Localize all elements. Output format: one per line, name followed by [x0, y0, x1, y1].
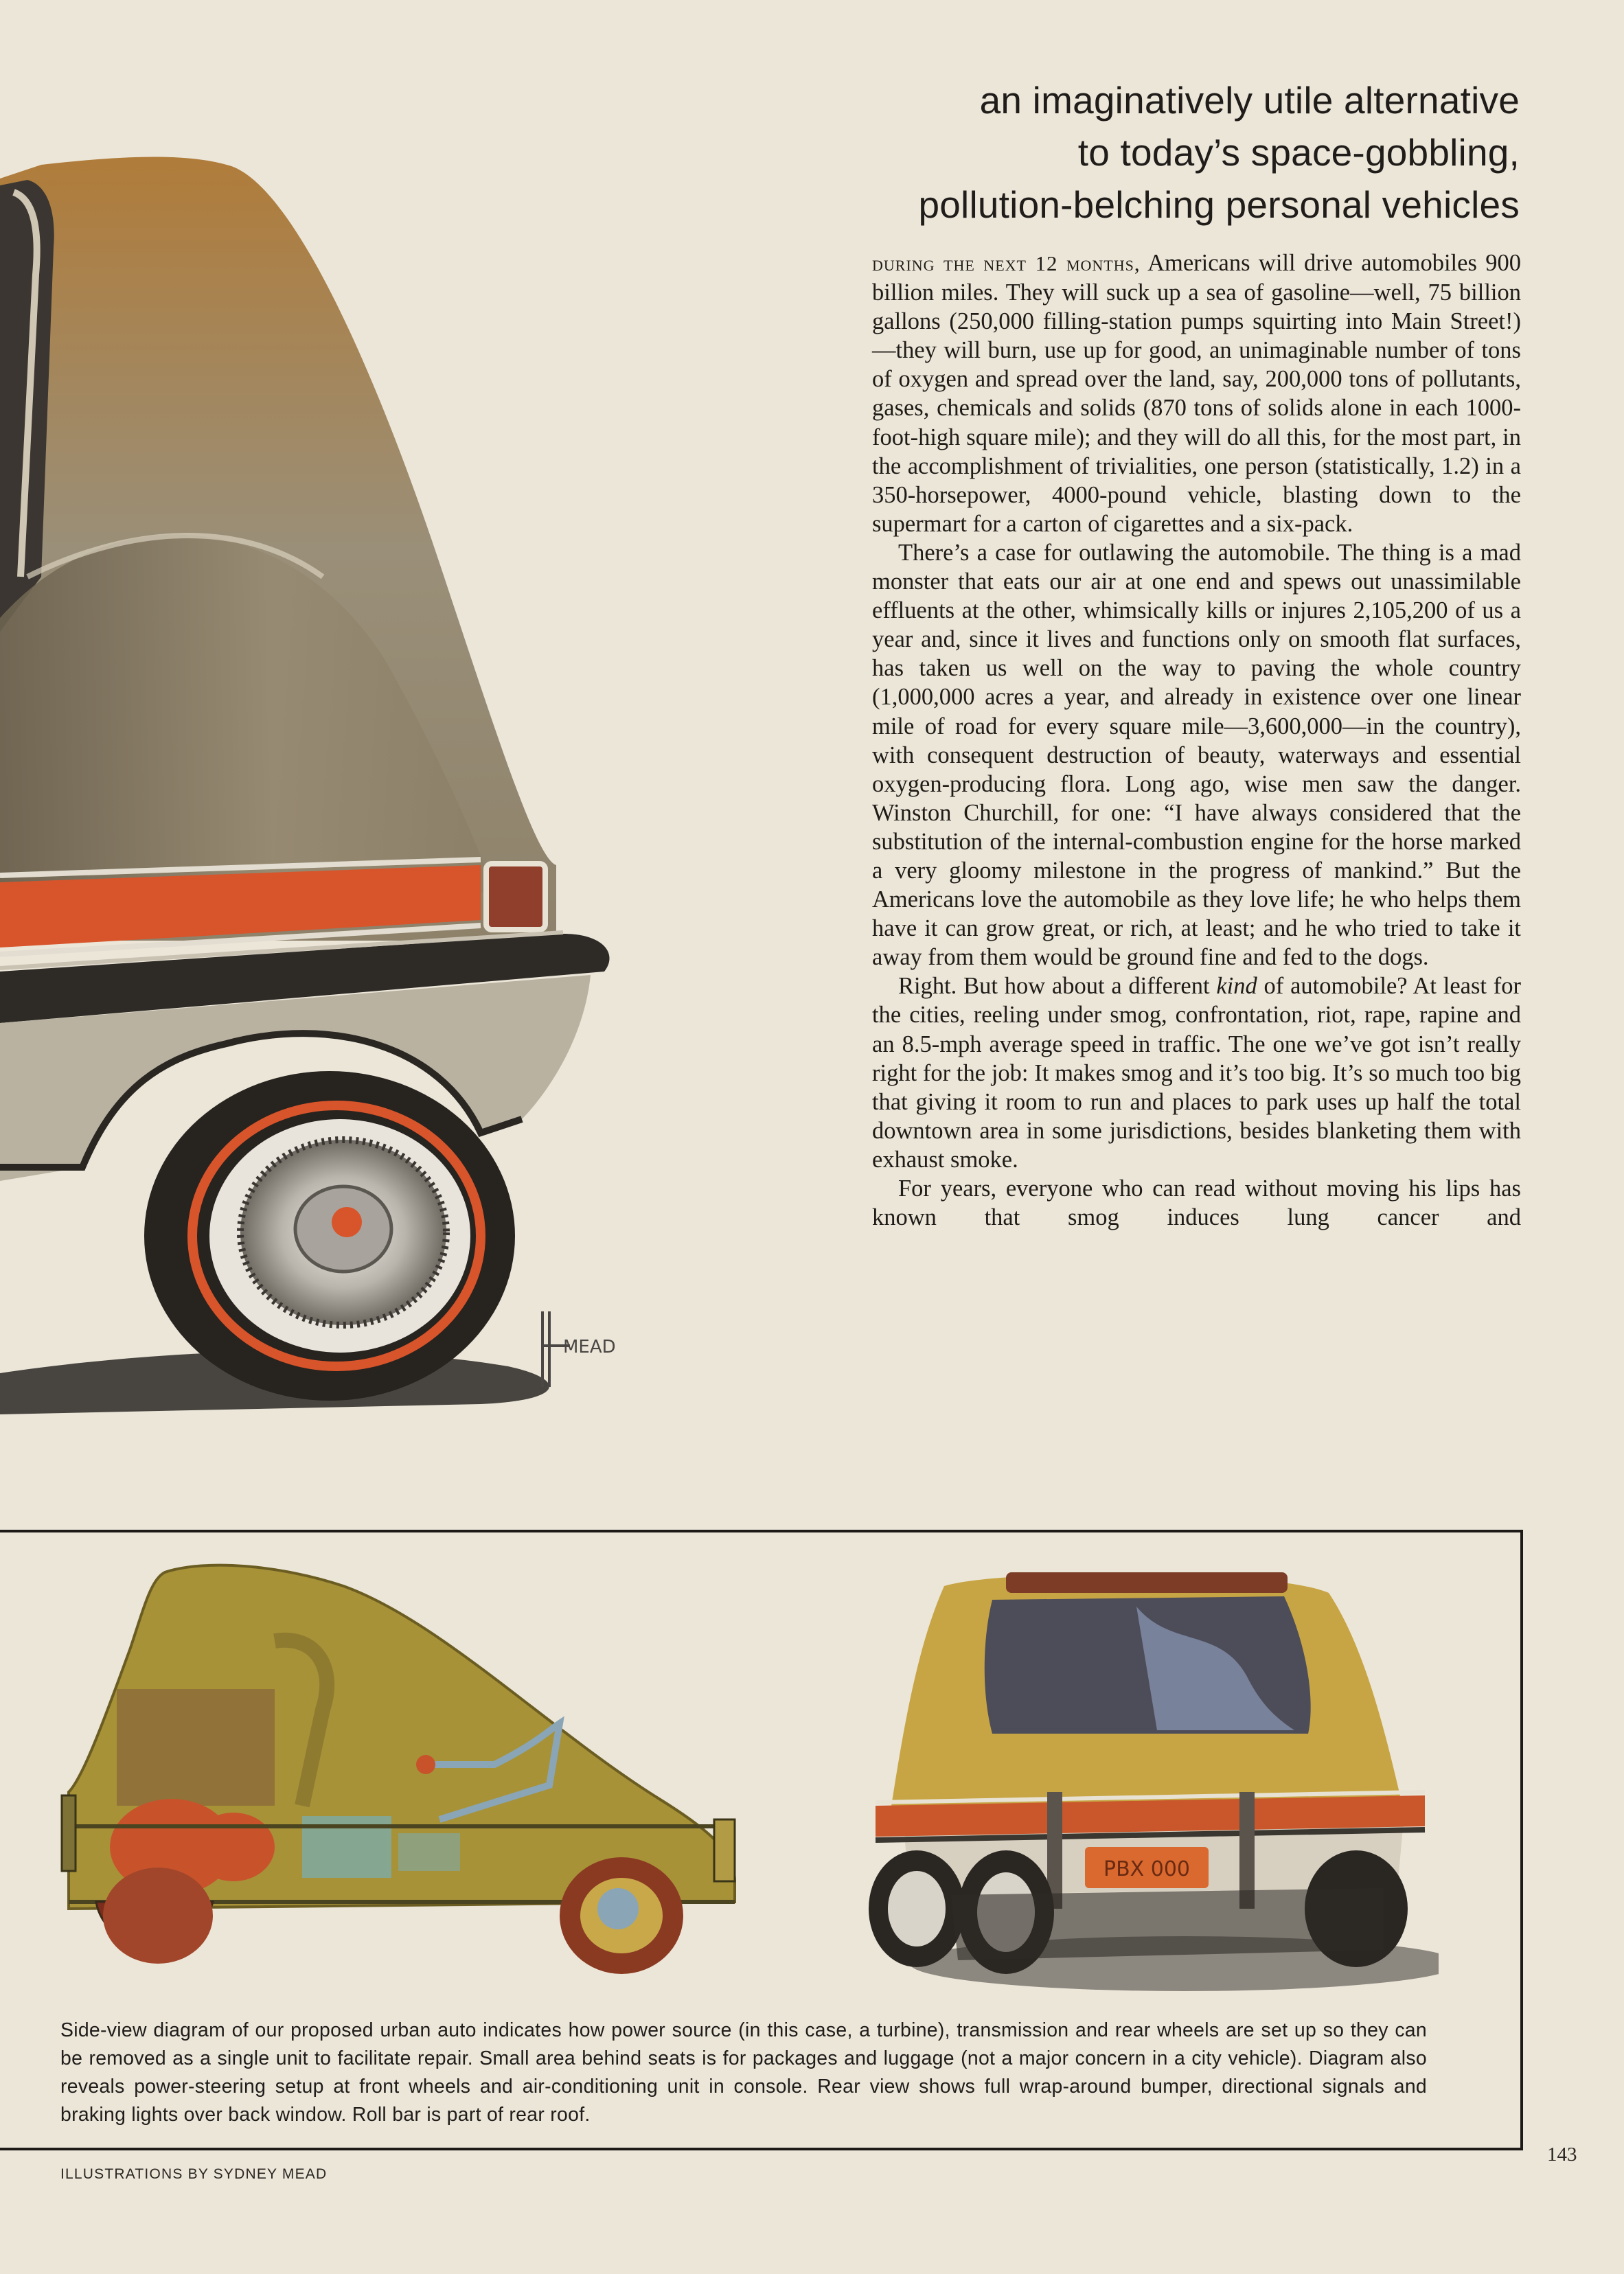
- paragraph-1-text: Americans will drive automobiles 900 billion miles. They will suck up a sea of gasoline—well, 75 billion gallons (250,000 filling-station pumps squirting into Main Street!)—they will burn, use up for good, an unimaginable number of tons of oxygen and spread over the land, say, 200,000 tons of pollutants, gases, chemicals and solids (870 tons of solids alone in each 1000-foot-high square mile); and they will do all this, for the most part, in the accomplishment of trivialities, one person (statistically, 1.2) in a 350-horsepower, 4000-pound vehicle, blasting down to the supermart for a carton of cigarettes and a six-pack.: [872, 250, 1521, 537]
- article-body: [872, 249, 1521, 1232]
- side-view-diagram: [55, 1559, 755, 1984]
- paragraph-2: There’s a case for outlawing the automobile. The thing is a mad monster that eats our air at one end and spews out unassimilable effluents at the other, whimsically kills or injures 2,105,200 of us a year and, since it lives and functions only on smooth flat surfaces, has taken us well on the way to paving the whole country (1,000,000 acres a year, and already in existence over one linear mile of road for every square mile—3,600,000—in the country), with consequent destruction of beauty, waterways and essential oxygen-producing flora. Long ago, wise men saw the danger. Winston Churchill, for one: “I have always considered that the substitution of the internal-combustion engine for the horse marked a very gloomy milestone in the progress of mankind.” But the Americans love the automobile as they love life; he who helps them have it can grow great, or rich, at least; and he who tried to take it away from them would be ground fine and fed to the dogs.: [872, 539, 1521, 971]
- hero-car-illustration: [0, 137, 659, 1414]
- artist-signature: [542, 1311, 616, 1387]
- headline-line-1: an imaginatively utile alternative: [979, 79, 1520, 122]
- illustration-credit: ILLUSTRATIONS BY SYDNEY MEAD: [60, 2166, 328, 2182]
- cutaway-rear-wheel: [103, 1868, 213, 1964]
- paragraph-3-text-a: Right. But how about a different: [898, 973, 1217, 1000]
- license-plate-text: PBX 000: [1103, 1857, 1191, 1881]
- headline-line-3: pollution-belching personal vehicles: [918, 183, 1520, 226]
- rear-view-illustration: [862, 1565, 1439, 1991]
- paragraph-4: For years, everyone who can read without moving his lips has known that smog induces lung cancer and: [872, 1175, 1521, 1231]
- paragraph-1: [872, 249, 1521, 538]
- car-tail-light: [486, 864, 545, 930]
- lead-in: during the next 12 months,: [872, 251, 1141, 275]
- paragraph-3-text-b: of automobile? At least for the cities, reeling under smog, confrontation, riot, rape, rapine and an 8.5-mph average speed in traffic. The one we’ve got isn’t really right for the job: It makes smog and it’s too big. It’s so much too big that giving it room to run and places to park uses up half the total downtown area in some jurisdictions, besides blanketing them with exhaust smoke.: [872, 973, 1521, 1173]
- paragraph-3: [872, 972, 1521, 1174]
- headline-line-2: to today’s space-gobbling,: [1077, 131, 1520, 174]
- paragraph-3-emphasis: kind: [1216, 973, 1257, 1000]
- illustration-caption: Side-view diagram of our proposed urban auto indicates how power source (in this case, a turbine), transmission and rear wheels are set up so they can be removed as a single unit to facilitate repair. Small area behind seats is for packages and luggage (not a major concern in a city vehicle). Diagram also reveals power-steering setup at front wheels and air-conditioning unit in console. Rear view shows full wrap-around bumper, directional signals and braking lights over back window. Roll bar is part of rear roof.: [60, 2019, 1427, 2126]
- signature-text: MEAD: [563, 1337, 616, 1357]
- headline: [764, 74, 1520, 231]
- page-number: 143: [1547, 2144, 1577, 2166]
